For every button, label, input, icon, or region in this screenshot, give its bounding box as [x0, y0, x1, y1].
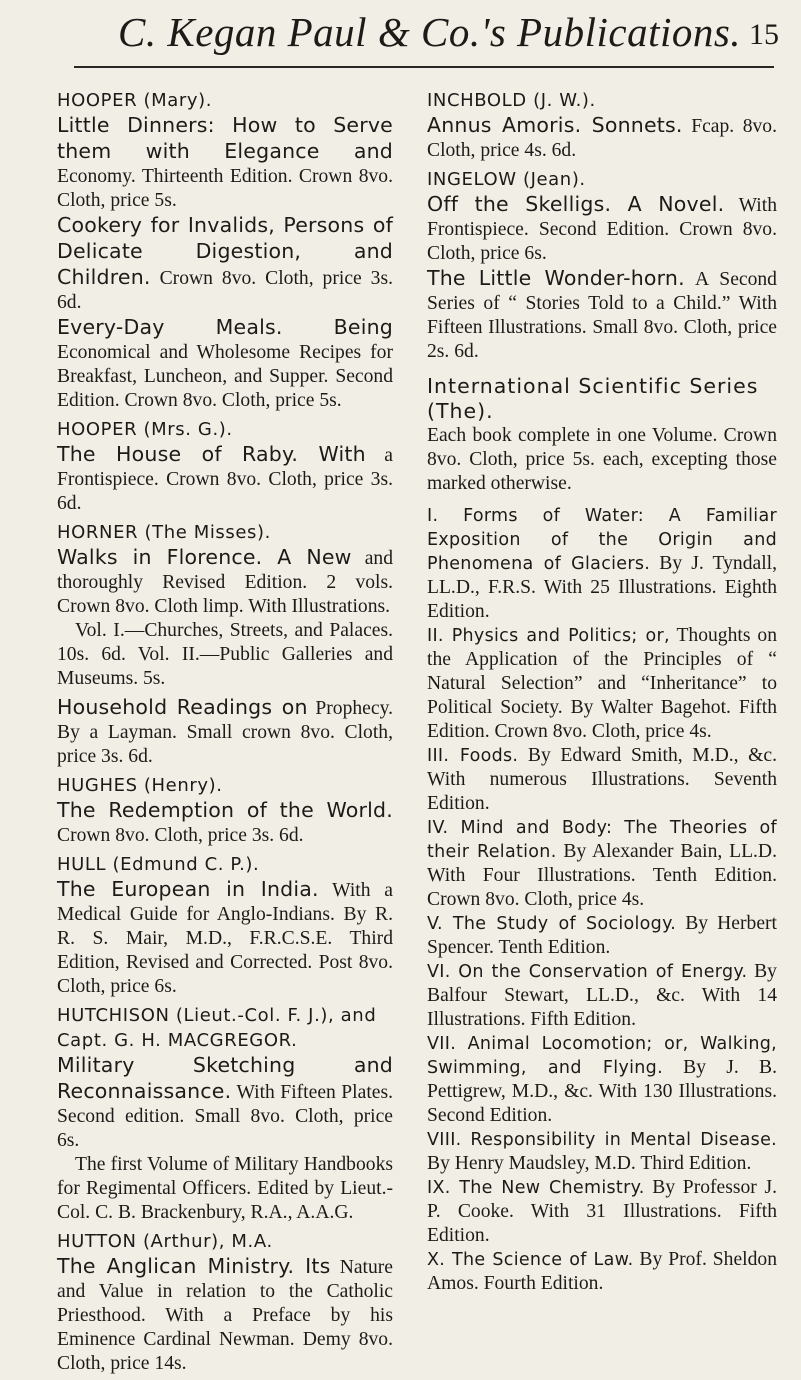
work-entry [57, 442, 393, 516]
series-item-details: By Henry Maudsley, M.D. Third Edition. [427, 1153, 752, 1174]
series-item-details: By J. B. Pettigrew, M.D., &c. With 130 Illustrations. Second Edition. [427, 1057, 777, 1126]
series-item [427, 504, 777, 624]
series-item-details: By Prof. Sheldon Amos. Fourth Edition. [427, 1249, 777, 1294]
author-name: HOOPER (Mrs. G.). [57, 419, 233, 440]
series-item-details: Thoughts on the Application of the Principles of “ Natural Selection” and “Inheritance” to Political Society. By Walter Bagehot. Fifth Edition. Crown 8vo. Cloth, price 4s. [427, 625, 777, 742]
author-name: INGELOW (Jean). [427, 169, 586, 190]
work-title: The European in India. [57, 877, 319, 901]
work-details: With Fifteen Plates. Second edition. Small 8vo. Cloth, price 6s. [57, 1082, 393, 1151]
work-details: Economical and Wholesome Recipes for Breakfast, Luncheon, and Supper. Second Edition. Crown 8vo. Cloth, price 5s. [57, 342, 393, 411]
work-title: The Little Wonder-horn. [427, 266, 685, 290]
author-name: HUGHES (Henry). [57, 775, 223, 796]
series-item [427, 1176, 777, 1248]
series-items [427, 504, 777, 1296]
work-details: A Second Series of “ Stories Told to a Child.” With Fifteen Illustrations. Small 8vo. Cloth, price 2s. 6d. [427, 269, 777, 362]
work-entry [57, 1254, 393, 1376]
work-details: Crown 8vo. Cloth, price 3s. 6d. [57, 268, 393, 313]
author-name: HULL (Edmund C. P.). [57, 854, 260, 875]
series-item [427, 744, 777, 816]
work-details: With a Medical Guide for Anglo-Indians. By R. R. S. Mair, M.D., F.R.C.S.E. Third Edition, Revised and Corrected. Post 8vo. Cloth, price 6s. [57, 880, 393, 997]
work-entry [57, 798, 393, 848]
series-item-heading: II. Physics and Politics; or, [427, 626, 670, 646]
work-title: The Redemption of the World. [57, 798, 393, 822]
work-title: Military Sketching and Reconnaissance. [57, 1053, 393, 1103]
work-details: and thoroughly Revised Edition. 2 vols. Crown 8vo. Cloth limp. With Illustrations. [57, 548, 393, 617]
work-details: Crown 8vo. Cloth, price 3s. 6d. [57, 825, 304, 846]
work-details: With Frontispiece. Second Edition. Crown 8vo. Cloth, price 6s. [427, 195, 777, 264]
catalogue-entry [57, 88, 393, 413]
page-header [0, 0, 801, 78]
work-title: Walks in Florence. A New [57, 545, 352, 569]
running-head: C. Kegan Paul & Co.'s Publications. [118, 9, 742, 55]
work-entry [57, 213, 393, 315]
series-item-heading: VI. On the Conservation of Energy. [427, 962, 748, 982]
work-title: Household Readings on [57, 695, 308, 719]
catalogue-entry [427, 167, 777, 364]
work-title: Annus Amoris. Sonnets. [427, 113, 683, 137]
right-entries [427, 88, 777, 364]
series-item [427, 912, 777, 960]
work-entry [57, 1053, 393, 1153]
catalogue-entry [57, 1003, 393, 1225]
series-item-heading: I. Forms of Water: A Familiar Exposition of the Origin and Phenomena of Glaciers. [427, 506, 777, 574]
series-item [427, 960, 777, 1032]
author-name: INCHBOLD (J. W.). [427, 90, 596, 111]
work-entry [57, 877, 393, 999]
work-details: a Frontispiece. Crown 8vo. Cloth, price 3s. 6d. [57, 445, 393, 514]
work-title: The Anglican Ministry. Its [57, 1254, 331, 1278]
catalogue-entry [427, 88, 777, 163]
series-item-heading: III. Foods. [427, 746, 519, 766]
work-entry [57, 315, 393, 413]
author-name: HUTCHISON (Lieut.-Col. F. J.), and Capt. G. H. MACGREGOR. [57, 1005, 377, 1051]
series-item-heading: VII. Animal Locomotion; or, Walking, Swimming, and Flying. [427, 1034, 777, 1078]
author-name: HOOPER (Mary). [57, 90, 213, 111]
series-item-heading: V. The Study of Sociology. [427, 914, 677, 934]
series-item-details: By Herbert Spencer. Tenth Edition. [427, 913, 777, 958]
work-entry [57, 545, 393, 619]
author-name: HUTTON (Arthur), M.A. [57, 1231, 273, 1252]
work-details: Nature and Value in relation to the Catholic Priesthood. With a Preface by his Eminence Cardinal Newman. Demy 8vo. Cloth, price 14s. [57, 1257, 393, 1374]
work-title: The House of Raby. With [57, 442, 366, 466]
series-item [427, 1128, 777, 1176]
catalogue-entry [57, 695, 393, 769]
series-block [427, 374, 777, 1296]
work-title: Cookery for Invalids, Persons of Delicate Digestion, and Children. [57, 213, 393, 289]
author-name: HORNER (The Misses). [57, 522, 271, 543]
series-item-heading: IX. The New Chemistry. [427, 1178, 645, 1198]
work-title: Little Dinners: How to Serve them with Elegance and [57, 113, 393, 163]
left-column [57, 88, 393, 1380]
work-entry [427, 192, 777, 266]
series-item-details: By Alexander Bain, LL.D. With Four Illustrations. Tenth Edition. Crown 8vo. Cloth, price 4s. [427, 841, 777, 910]
series-item-heading: IV. Mind and Body: The Theories of their Relation. [427, 818, 777, 862]
series-item-heading: X. The Science of Law. [427, 1250, 634, 1270]
series-item [427, 1032, 777, 1128]
right-column [427, 88, 777, 1300]
work-entry [57, 113, 393, 213]
work-entry [427, 266, 777, 364]
work-title: Off the Skelligs. A Novel. [427, 192, 725, 216]
header-rule [74, 66, 774, 68]
series-item [427, 624, 777, 744]
work-entry [57, 695, 393, 769]
catalogue-entry [57, 520, 393, 691]
series-item [427, 816, 777, 912]
series-item [427, 1248, 777, 1296]
catalogue-entry [57, 417, 393, 516]
series-item-heading: VIII. Responsibility in Mental Disease. [427, 1130, 777, 1150]
work-entry [427, 113, 777, 163]
work-details: Prophecy. By a Layman. Small crown 8vo. Cloth, price 3s. 6d. [57, 698, 393, 767]
work-title: Every-Day Meals. Being [57, 315, 393, 339]
work-note: The first Volume of Military Handbooks for Regimental Officers. Edited by Lieut.-Col. C. B. Brackenbury, R.A., A.A.G. [57, 1154, 393, 1223]
catalogue-entry [57, 773, 393, 848]
work-details: Fcap. 8vo. Cloth, price 4s. 6d. [427, 116, 777, 161]
series-item-details: By Balfour Stewart, LL.D., &c. With 14 Illustrations. Fifth Edition. [427, 961, 777, 1030]
series-item-details: By Professor J. P. Cooke. With 31 Illustrations. Fifth Edition. [427, 1177, 777, 1246]
work-details: Economy. Thirteenth Edition. Crown 8vo. Cloth, price 5s. [57, 166, 393, 211]
page-number: 15 [749, 18, 779, 51]
series-item-details: By J. Tyndall, LL.D., F.R.S. With 25 Illustrations. Eighth Edition. [427, 553, 778, 622]
series-item-details: By Edward Smith, M.D., &c. With numerous Illustrations. Seventh Edition. [427, 745, 777, 814]
catalogue-entry [57, 1229, 393, 1376]
series-description: Each book complete in one Volume. Crown 8vo. Cloth, price 5s. each, excepting those marked otherwise. [427, 425, 777, 494]
catalogue-entry [57, 852, 393, 999]
work-note: Vol. I.—Churches, Streets, and Palaces. 10s. 6d. Vol. II.—Public Galleries and Museums. 5s. [57, 620, 393, 689]
series-title: International Scientific Series (The). [427, 374, 759, 423]
